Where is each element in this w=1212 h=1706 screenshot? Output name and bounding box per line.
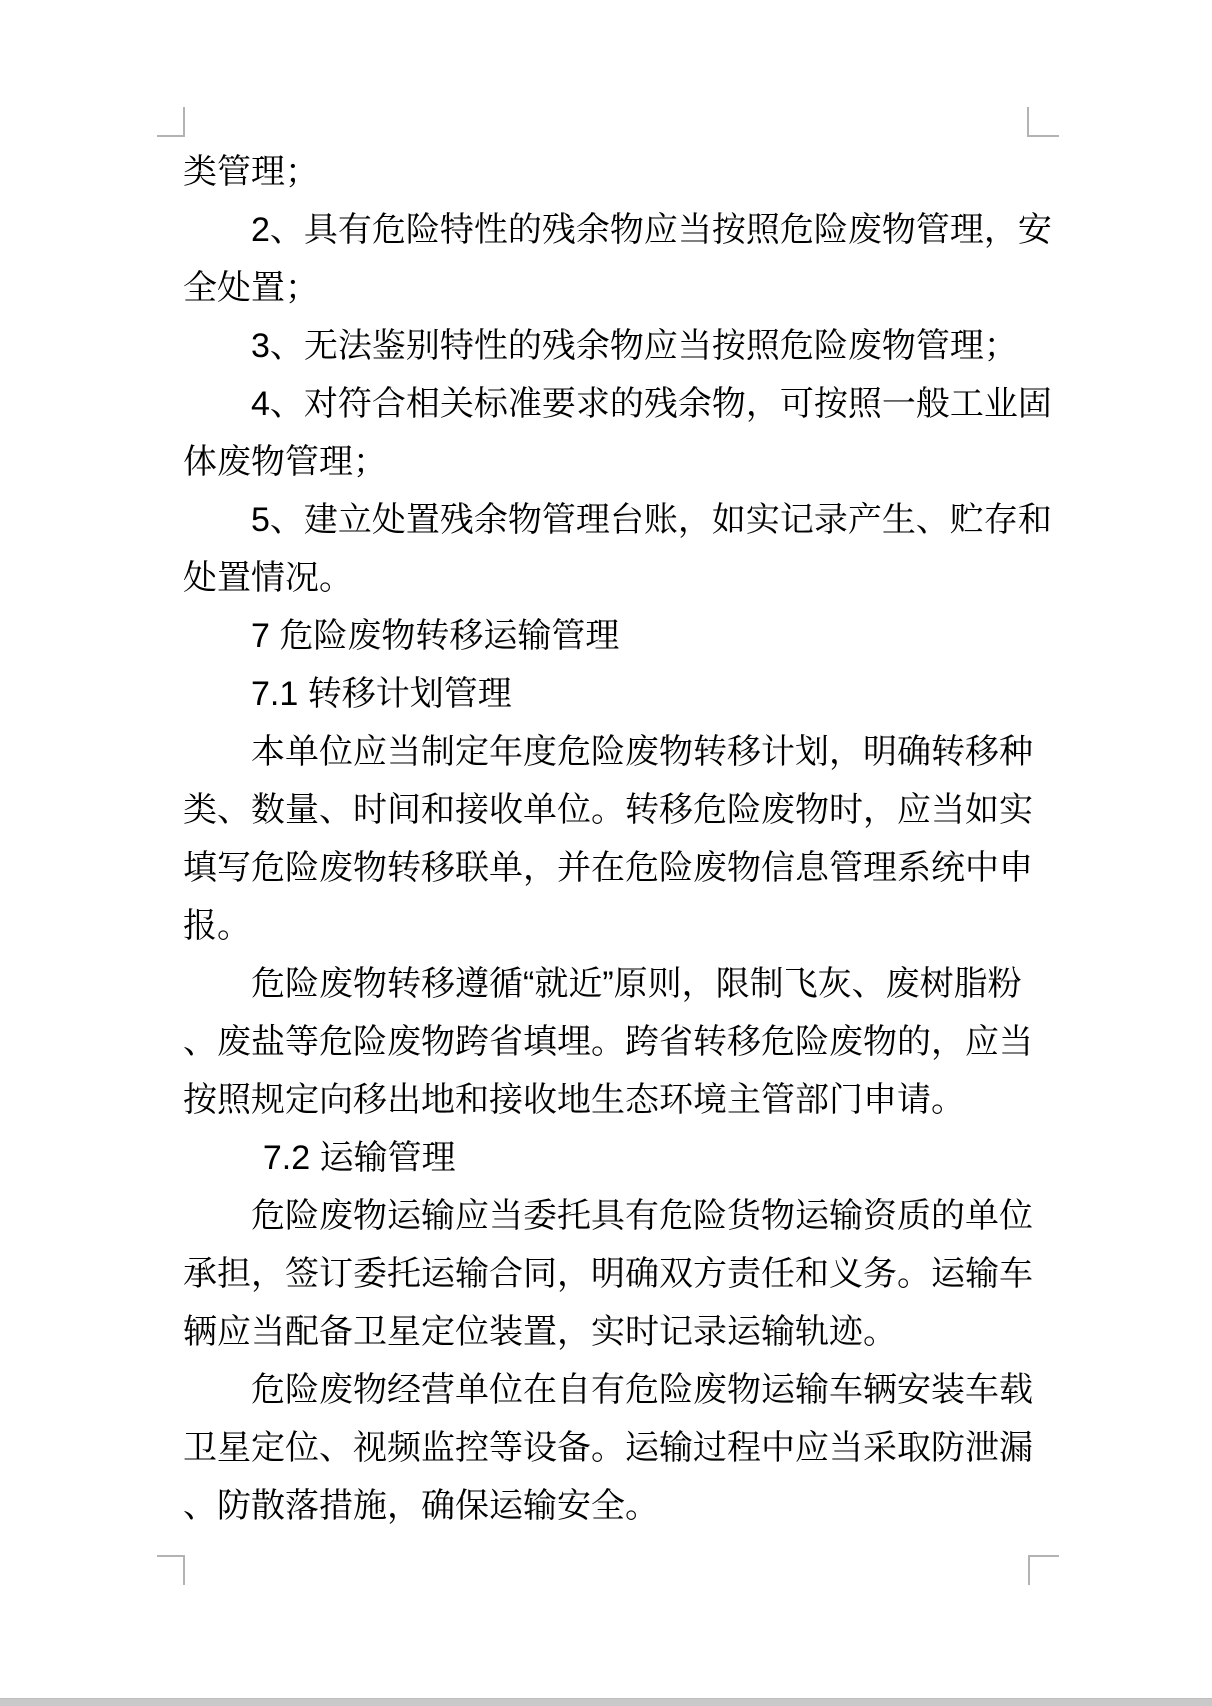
text-line: 类、数量、时间和接收单位。转移危险废物时，应当如实 [183, 791, 1033, 829]
page-bottom-separator [0, 1698, 1212, 1706]
text-line: 、废盐等危险废物跨省填埋。跨省转移危险废物的，应当 [183, 1023, 1033, 1061]
crop-mark-bottom-right-icon [1028, 1555, 1059, 1585]
document-text-block [183, 143, 1063, 1535]
text-line: 、防散落措施，确保运输安全。 [183, 1487, 659, 1525]
text-line: 5、建立处置残余物管理台账，如实记录产生、贮存和 [251, 501, 1052, 539]
heading-line: 7 危险废物转移运输管理 [251, 617, 620, 655]
text-line: 类管理； [183, 153, 319, 191]
text-line: 承担，签订委托运输合同，明确双方责任和义务。运输车 [183, 1255, 1033, 1293]
text-line: 体废物管理； [183, 443, 387, 481]
text-line: 辆应当配备卫星定位装置，实时记录运输轨迹。 [183, 1313, 897, 1351]
crop-mark-bottom-left-icon [157, 1555, 185, 1585]
text-line: 3、无法鉴别特性的残余物应当按照危险废物管理； [251, 327, 1018, 365]
text-line: 按照规定向移出地和接收地生态环境主管部门申请。 [183, 1081, 965, 1119]
text-line: 危险废物经营单位在自有危险废物运输车辆安装车载 [251, 1371, 1033, 1409]
crop-mark-top-left-icon [157, 107, 185, 137]
text-line: 2、具有危险特性的残余物应当按照危险废物管理，安 [251, 211, 1052, 249]
crop-mark-top-right-icon [1027, 107, 1059, 137]
text-line: 卫星定位、视频监控等设备。运输过程中应当采取防泄漏 [183, 1429, 1033, 1467]
heading-line: 7.2 运输管理 [262, 1139, 456, 1177]
text-line: 4、对符合相关标准要求的残余物，可按照一般工业固 [251, 385, 1052, 423]
text-line: 处置情况。 [183, 559, 353, 597]
heading-line: 7.1 转移计划管理 [251, 675, 512, 713]
text-line: 危险废物运输应当委托具有危险货物运输资质的单位 [251, 1197, 1033, 1235]
text-line: 填写危险废物转移联单，并在危险废物信息管理系统中申 [183, 849, 1033, 887]
text-line: 本单位应当制定年度危险废物转移计划，明确转移种 [251, 733, 1033, 771]
text-line: 全处置； [183, 269, 319, 307]
text-line: 报。 [183, 907, 251, 945]
text-line: 危险废物转移遵循“就近”原则，限制飞灰、废树脂粉 [251, 965, 1022, 1003]
